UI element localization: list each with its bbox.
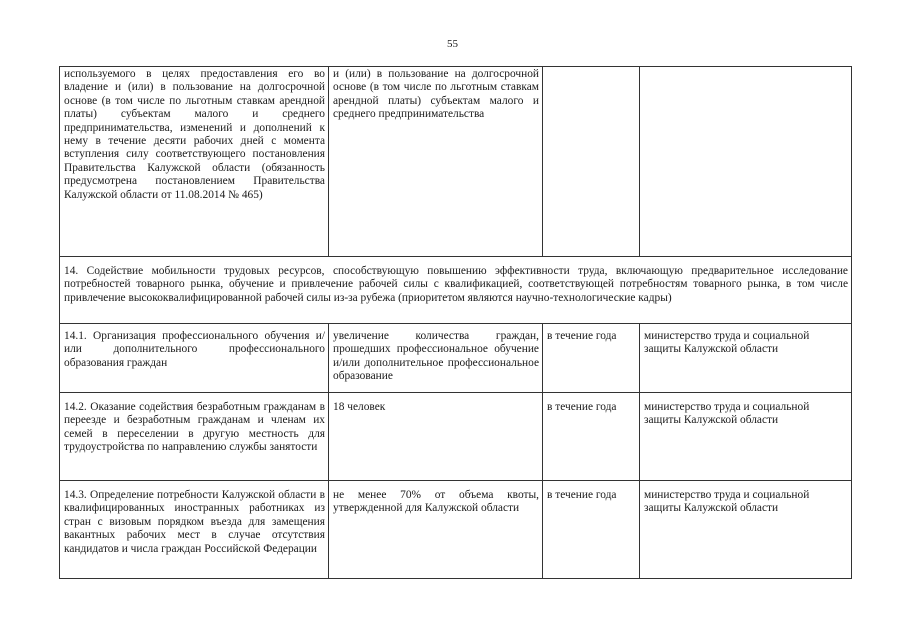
term-cell: в течение года (543, 393, 640, 481)
result-cell: увеличение количества граждан, прошедших профессиональное обучение и/или дополнительное профессиональное образование (329, 324, 543, 393)
section-heading-row (60, 257, 852, 324)
term-cell: в течение года (543, 481, 640, 579)
table-row (60, 481, 852, 579)
measure-cell: используемого в целях предоставления его во владение и (или) в пользование на долгосрочной основе (в том числе по льготным ставкам арендной платы) субъектам малого и среднего предпринимательства, изменений и дополнений к нему в течение десяти рабочих дней с момента вступления силу соответствующего постановления Правительства Калужской области (обязанность предусмотрена постановлением Правительства Калужской области от 11.08.2014 № 465) (60, 67, 329, 257)
term-cell (543, 67, 640, 257)
executor-cell (640, 67, 852, 257)
measure-cell: 14.3. Определение потребности Калужской области в квалифицированных иностранных работниках из стран с визовым порядком въезда для замещения вакантных рабочих мест в случае отсутствия кандидатов и числа граждан Российской Федерации (60, 481, 329, 579)
measures-table (59, 66, 852, 579)
page-number: 55 (447, 38, 458, 50)
result-cell: не менее 70% от объема квоты, утвержденной для Калужской области (329, 481, 543, 579)
result-cell: и (или) в пользование на долгосрочной основе (в том числе по льготным ставкам арендной платы) субъектам малого и среднего предпринимательства (329, 67, 543, 257)
table-row (60, 393, 852, 481)
section-heading: 14. Содействие мобильности трудовых ресурсов, способствующую повышению эффективности труда, включающую предварительное исследование потребностей товарного рынка, обучение и привлечение рабочей силы с квалификацией, соответствующей потребностям товарного рынка, в том числе привлечение высококвалифицированной рабочей силы из-за рубежа (приоритетом являются научно-технологические кадры) (60, 257, 852, 324)
table-row (60, 67, 852, 257)
term-cell: в течение года (543, 324, 640, 393)
executor-cell: министерство труда и социальной защиты Калужской области (640, 393, 852, 481)
measure-cell: 14.2. Оказание содействия безработным гражданам в переезде и безработным гражданам и членам их семей в переселении в другую местность для трудоустройства по направлению службы занятости (60, 393, 329, 481)
measure-cell: 14.1. Организация профессионального обучения и/или дополнительного профессионального образования граждан (60, 324, 329, 393)
executor-cell: министерство труда и социальной защиты Калужской области (640, 481, 852, 579)
executor-cell: министерство труда и социальной защиты Калужской области (640, 324, 852, 393)
table-row (60, 324, 852, 393)
result-cell: 18 человек (329, 393, 543, 481)
